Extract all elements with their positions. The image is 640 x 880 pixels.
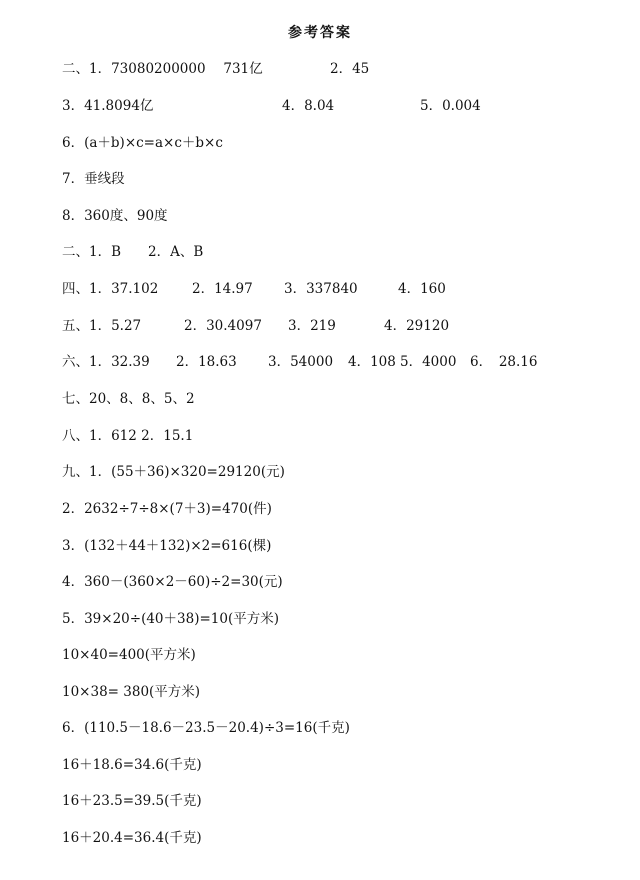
answer-segment: 16＋23.5=39.5(千克) bbox=[62, 793, 202, 809]
answer-segment: 3．(132＋44＋132)×2=616(棵) bbox=[62, 538, 272, 554]
answer-segment: 3．219 bbox=[288, 318, 336, 334]
answer-segment: 6．(110.5－18.6－23.5－20.4)÷3=16(千克) bbox=[62, 720, 350, 736]
answer-segment: 7．垂线段 bbox=[62, 171, 125, 187]
answer-segment: 七、20、8、8、5、2 bbox=[62, 391, 195, 407]
answer-segment: 4．160 bbox=[398, 281, 446, 297]
answer-segment: 4．8.04 bbox=[282, 98, 335, 114]
answer-segment: 10×40=400(平方米) bbox=[62, 647, 196, 663]
answer-segment: 8．360度、90度 bbox=[62, 208, 168, 224]
answer-segment: 4．29120 bbox=[384, 318, 450, 334]
answer-segment: 3．54000 bbox=[268, 354, 334, 370]
answer-segment: 2．30.4097 bbox=[184, 318, 262, 334]
answer-segment: 4．360－(360×2－60)÷2=30(元) bbox=[62, 574, 283, 590]
answer-segment: 5．0.004 bbox=[420, 98, 481, 114]
answer-segment: 10×38= 380(平方米) bbox=[62, 684, 201, 700]
answer-segment: 6．(a＋b)×c=a×c＋b×c bbox=[62, 135, 223, 151]
answer-segment: 3．41.8094亿 bbox=[62, 98, 154, 114]
answer-segment: 4．108 bbox=[348, 354, 396, 370]
answer-segment: 3．337840 bbox=[284, 281, 358, 297]
answer-segment: 四、1．37.102 bbox=[62, 281, 159, 297]
answer-segment: 2．14.97 bbox=[192, 281, 253, 297]
answer-segment: 2．2632÷7÷8×(7＋3)=470(件) bbox=[62, 501, 272, 517]
answer-segment: 6． 28.16 bbox=[470, 354, 538, 370]
answer-segment: 5．39×20÷(40＋38)=10(平方米) bbox=[62, 611, 279, 627]
answer-segment: 二、1．73080200000 731亿 bbox=[62, 61, 263, 77]
answer-segment: 八、1．612 2．15.1 bbox=[62, 428, 194, 444]
answer-segment: 2．45 bbox=[330, 61, 370, 77]
answer-segment: 六、1．32.39 bbox=[62, 354, 150, 370]
answer-segment: 16＋18.6=34.6(千克) bbox=[62, 757, 202, 773]
answer-segment: 2．18.63 bbox=[176, 354, 237, 370]
answer-segment: 五、1．5.27 bbox=[62, 318, 142, 334]
answer-segment: 九、1．(55＋36)×320=29120(元) bbox=[62, 464, 285, 480]
answer-segment: 16＋20.4=36.4(千克) bbox=[62, 830, 202, 846]
page-title: 参考答案 bbox=[288, 25, 352, 41]
answer-segment: 二、1．B 2．A、B bbox=[62, 244, 204, 260]
answer-segment: 5．4000 bbox=[400, 354, 457, 370]
